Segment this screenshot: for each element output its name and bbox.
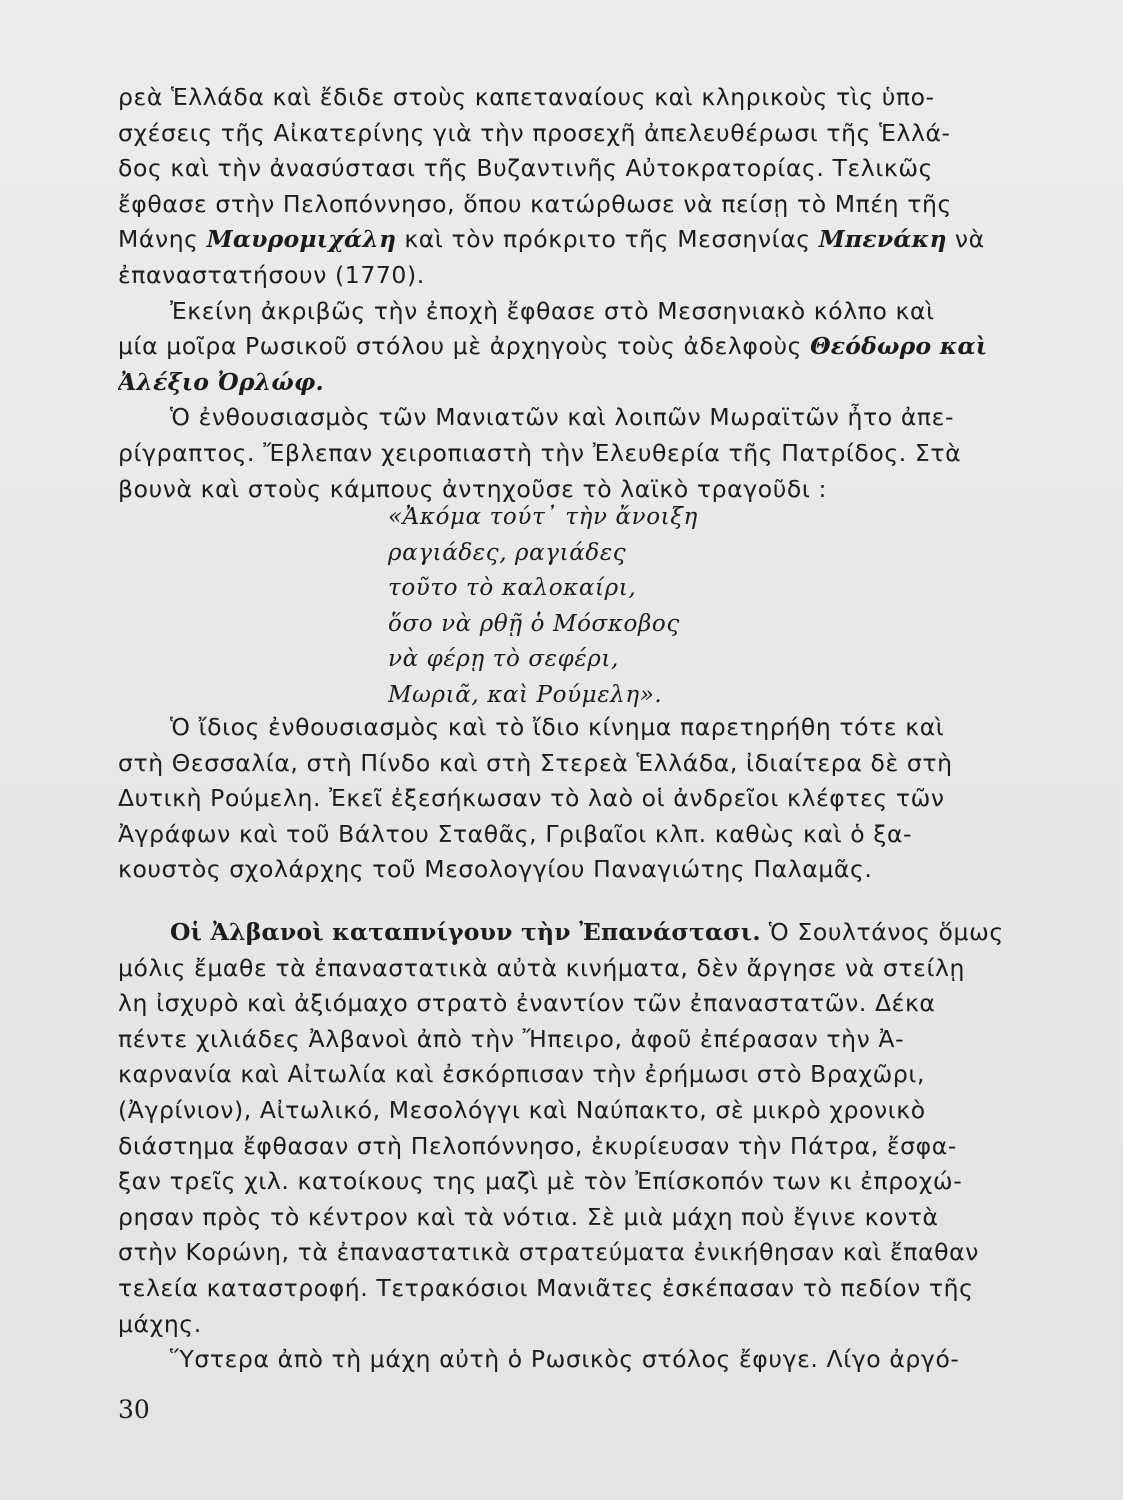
text-line: στὴν Κορώνη, τὰ ἐπαναστατικὰ στρατεύματα ἐνικήθησαν καὶ ἔπαθαν: [118, 1238, 979, 1267]
text-line: κουστὸς σχολάρχης τοῦ Μεσολογγίου Παναγιώτης Παλαμᾶς.: [118, 855, 873, 884]
person-name-orlov: Θεόδωρο καὶ: [810, 332, 988, 361]
person-name-mavromichalis: Μαυρομιχάλη: [206, 225, 397, 254]
text-line: [118, 915, 1118, 951]
text-line: ἐπαναστατήσουν (1770).: [118, 260, 425, 289]
text-line: (Ἀγρίνιον), Αἰτωλικό, Μεσολόγγι καὶ Ναύπακτο, σὲ μικρὸ χρονικὸ: [118, 1095, 926, 1124]
text-line: σχέσεις τῆς Αἰκατερίνης γιὰ τὴν προσεχῆ ἀπελευθέρωσι τῆς Ἑλλά-: [118, 118, 951, 147]
text-line: διάστημα ἔφθασαν στὴ Πελοπόννησο, ἐκυρίευσαν τὴν Πάτρα, ἔσφα-: [118, 1131, 957, 1160]
text-line: ρίγραπτος. Ἔβλεπαν χειροπιαστὴ τὴν Ἐλευθερία τῆς Πατρίδος. Στὰ: [118, 438, 962, 467]
poem-line: Μωριᾶ, καὶ Ρούμελη».: [388, 681, 663, 708]
text-line: ξαν τρεῖς χιλ. κατοίκους της μαζὶ μὲ τὸν Ἐπίσκοπόν των κι ἐπροχώ-: [118, 1167, 963, 1196]
page-number: 30: [118, 1395, 150, 1424]
poem-line: τοῦτο τὸ καλοκαίρι,: [388, 575, 637, 601]
text-line: Ἐκείνη ἀκριβῶς τὴν ἐποχὴ ἔφθασε στὸ Μεσσηνιακὸ κόλπο καὶ: [170, 296, 935, 325]
poem-line: «Ἀκόμα τούτ᾿ τὴν ἄνοιξη: [388, 504, 698, 530]
text-line: δος καὶ τὴν ἀνασύστασι τῆς Βυζαντινῆς Αὐτοκρατορίας. Τελικῶς: [118, 154, 933, 183]
text-line: [118, 222, 1118, 258]
text-line: μάχης.: [118, 1309, 202, 1338]
text-fragment: νὰ: [946, 225, 985, 254]
body-text-middle: [118, 710, 1118, 888]
text-line: Ὁ ἴδιος ἐνθουσιασμὸς καὶ τὸ ἴδιο κίνημα παρετηρήθη τότε καὶ: [170, 713, 945, 741]
text-fragment: μία μοῖρα Ρωσικοῦ στόλου μὲ ἀρχηγοὺς τοὺς ἀδελφοὺς: [118, 332, 811, 361]
person-name-benakis: Μπενάκη: [818, 225, 947, 254]
text-fragment: Μάνης: [118, 225, 207, 254]
text-line: ρησαν πρὸς τὸ κέντρον καὶ τὰ νότια. Σὲ μιὰ μάχη ποὺ ἔγινε κοντὰ: [118, 1202, 939, 1231]
section-heading: Οἱ Ἀλβανοὶ καταπνίγουν τὴν Ἐπανάστασι.: [170, 918, 761, 946]
text-line: ρεὰ Ἑλλάδα καὶ ἔδιδε στοὺς καπεταναίους καὶ κληρικοὺς τὶς ὑπο-: [118, 83, 935, 111]
person-name-orlov-cont: Ἀλέξιο Ὀρλώφ.: [118, 367, 324, 396]
folk-song-poem: [388, 500, 888, 713]
text-line: καρνανία καὶ Αἰτωλία καὶ ἐσκόρπισαν τὴν ἐρήμωσι στὸ Βραχῶρι,: [118, 1060, 926, 1089]
text-line: Ὕστερα ἀπὸ τὴ μάχη αὐτὴ ὁ Ρωσικὸς στόλος ἔφυγε. Λίγο ἀργό-: [170, 1345, 960, 1374]
text-line: λη ἰσχυρὸ καὶ ἀξιόμαχο στρατὸ ἐναντίον τῶν ἐπαναστατῶν. Δέκα: [118, 989, 936, 1018]
text-line: στὴ Θεσσαλία, στὴ Πίνδο καὶ στὴ Στερεὰ Ἑλλάδα, ἰδιαίτερα δὲ στὴ: [118, 748, 953, 777]
text-line: τελεία καταστροφή. Τετρακόσιοι Μανιᾶτες ἐσκέπασαν τὸ πεδίον τῆς: [118, 1273, 974, 1302]
poem-line: νὰ φέρῃ τὸ σεφέρι,: [388, 646, 619, 672]
poem-line: ὅσο νὰ ρθῇ ὁ Μόσκοβος: [388, 610, 680, 637]
text-line: Δυτικὴ Ρούμελη. Ἐκεῖ ἐξεσήκωσαν τὸ λαὸ οἱ ἀνδρεῖοι κλέφτες τῶν: [118, 784, 945, 813]
text-line: ἔφθασε στὴν Πελοπόννησο, ὅπου κατώρθωσε νὰ πείσῃ τὸ Μπέη τῆς: [118, 189, 952, 218]
text-line: [118, 329, 1118, 365]
text-line: Ὁ ἐνθουσιασμὸς τῶν Μανιατῶν καὶ λοιπῶν Μωραϊτῶν ἦτο ἀπε-: [170, 403, 955, 432]
text-line: μόλις ἔμαθε τὰ ἐπαναστατικὰ αὐτὰ κινήματα, δὲν ἄργησε νὰ στείλῃ: [118, 953, 966, 982]
body-text-top: [118, 80, 1118, 507]
text-line: πέντε χιλιάδες Ἀλβανοὶ ἀπὸ τὴν Ἤπειρο, ἀφοῦ ἐπέρασαν τὴν Ἀ-: [118, 1024, 905, 1053]
text-line: βουνὰ καὶ στοὺς κάμπους ἀντηχοῦσε τὸ λαϊκὸ τραγοῦδι :: [118, 474, 828, 503]
body-text-bottom: [118, 915, 1118, 1378]
text-fragment: Ὁ Σουλτάνος ὅμως: [760, 918, 1004, 946]
text-fragment: καὶ τὸν πρόκριτο τῆς Μεσσηνίας: [396, 225, 819, 254]
poem-line: ραγιάδες, ραγιάδες: [388, 539, 627, 566]
text-line: Ἀγράφων καὶ τοῦ Βάλτου Σταθᾶς, Γριβαῖοι κλπ. καθὼς καὶ ὁ ξα-: [118, 819, 913, 848]
